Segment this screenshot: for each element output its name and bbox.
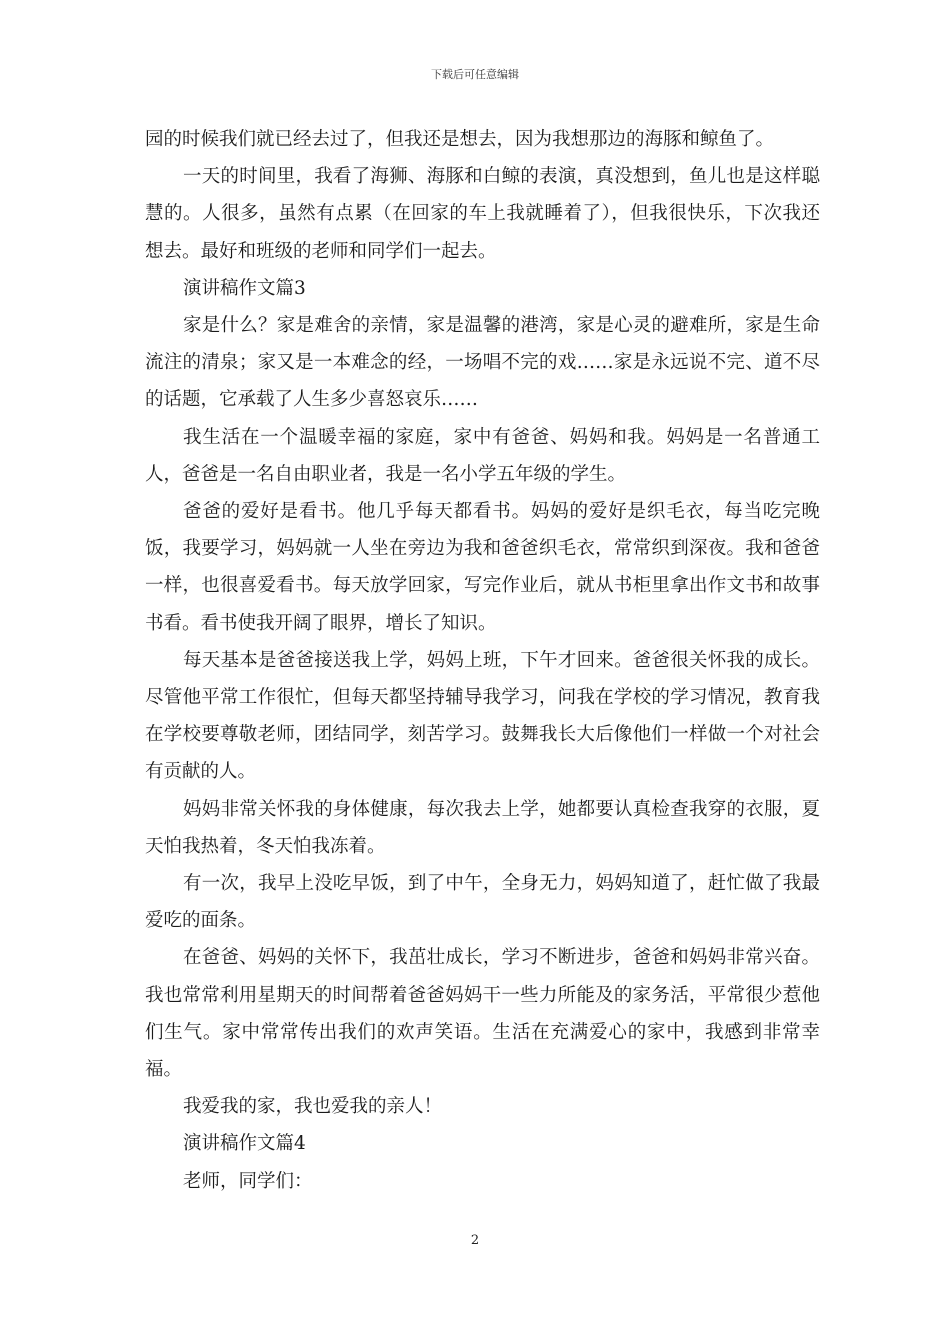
document-body [145,121,820,1200]
paragraph: 爸爸的爱好是看书。他几乎每天都看书。妈妈的爱好是织毛衣，每当吃完晚饭，我要学习，妈妈就一人坐在旁边为我和爸爸织毛衣，常常织到深夜。我和爸爸一样，也很喜爱看书。每天放学回家，写完作业后，就从书柜里拿出作文书和故事书看。看书使我开阔了眼界，增长了知识。 [145,501,820,634]
paragraph: 家是什么？家是难舍的亲情，家是温馨的港湾，家是心灵的避难所，家是生命流注的清泉；家又是一本难念的经，一场唱不完的戏……家是永远说不完、道不尽的话题，它承载了人生多少喜怒哀乐…… [145,315,820,411]
section-heading: 演讲稿作文篇4 [183,1133,306,1155]
paragraph: 我爱我的家，我也爱我的亲人！ [183,1096,443,1118]
paragraph: 有一次，我早上没吃早饭，到了中午，全身无力，妈妈知道了，赶忙做了我最爱吃的面条。 [145,873,820,932]
paragraph: 园的时候我们就已经去过了，但我还是想去，因为我想那边的海豚和鲸鱼了。 [145,129,775,150]
salutation: 老师，同学们： [183,1170,313,1192]
paragraph: 我生活在一个温暖幸福的家庭，家中有爸爸、妈妈和我。妈妈是一名普通工人，爸爸是一名自由职业者，我是一名小学五年级的学生。 [145,426,820,485]
paragraph: 在爸爸、妈妈的关怀下，我茁壮成长，学习不断进步，爸爸和妈妈非常兴奋。我也常常利用星期天的时间帮着爸爸妈妈干一些力所能及的家务活，平常很少惹他们生气。家中常常传出我们的欢声笑语。生活在充满爱心的家中，我感到非常幸福。 [145,947,820,1081]
page-number: 2 [470,1233,480,1248]
page-header: 下载后可任意编辑 [431,68,519,81]
paragraph: 妈妈非常关怀我的身体健康，每次我去上学，她都要认真检查我穿的衣服，夏天怕我热着，冬天怕我冻着。 [145,798,820,857]
section-heading: 演讲稿作文篇3 [183,277,306,299]
paragraph: 每天基本是爸爸接送我上学，妈妈上班，下午才回来。爸爸很关怀我的成长。尽管他平常工作很忙，但每天都坚持辅导我学习，问我在学校的学习情况，教育我在学校要尊敬老师，团结同学，刻苦学习。鼓舞我长大后像他们一样做一个对社会有贡献的人。 [145,649,820,783]
paragraph: 一天的时间里，我看了海狮、海豚和白鲸的表演，真没想到，鱼儿也是这样聪慧的。人很多，虽然有点累（在回家的车上我就睡着了），但我很快乐，下次我还想去。最好和班级的老师和同学们一起去。 [145,166,820,262]
